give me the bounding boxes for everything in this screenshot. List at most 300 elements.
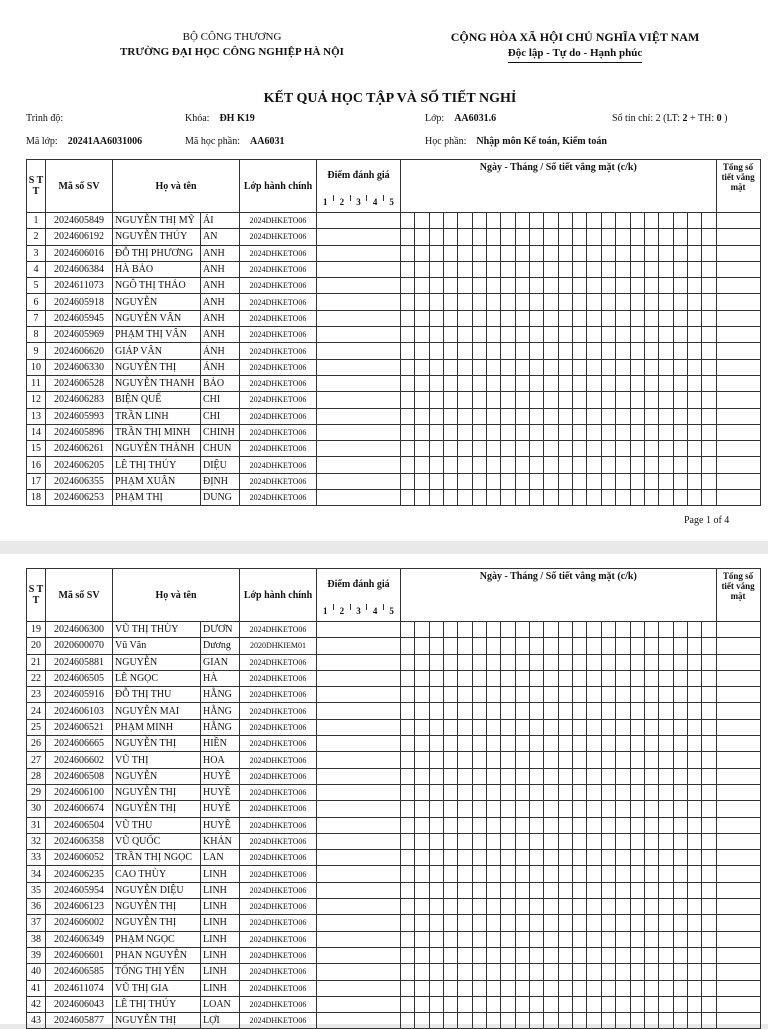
student-first-name: HÀ: [201, 670, 240, 686]
attendance-cell: [501, 931, 515, 947]
attendance-cell: [429, 490, 443, 506]
attendance-cell: [659, 392, 673, 408]
admin-class: 2024DHKETO06: [240, 1013, 317, 1029]
admin-class: 2024DHKETO06: [240, 622, 317, 638]
attendance-cell: [429, 899, 443, 915]
attendance-cell: [501, 424, 515, 440]
score-cell: [317, 980, 401, 996]
attendance-cell: [616, 801, 630, 817]
attendance-cell: [415, 327, 429, 343]
attendance-cell: [644, 622, 658, 638]
attendance-cell: [587, 980, 601, 996]
attendance-cell: [544, 375, 558, 391]
score-col-1: 1: [323, 606, 328, 616]
score-cell: [317, 931, 401, 947]
attendance-cell: [687, 882, 701, 898]
attendance-cell: [601, 408, 615, 424]
attendance-cell: [573, 882, 587, 898]
total-absence-cell: [716, 736, 760, 752]
attendance-cell: [530, 278, 544, 294]
attendance-cell: [644, 261, 658, 277]
attendance-cell: [487, 833, 501, 849]
attendance-cell: [659, 736, 673, 752]
score-col-4: 4: [372, 197, 378, 207]
attendance-cell: [501, 408, 515, 424]
student-id: 2024606349: [46, 931, 113, 947]
attendance-cell: [587, 719, 601, 735]
attendance-cell: [616, 278, 630, 294]
attendance-cell: [429, 424, 443, 440]
attendance-cell: [429, 654, 443, 670]
attendance-cell: [530, 261, 544, 277]
student-first-name: CHINH: [201, 424, 240, 440]
admin-class: 2024DHKETO06: [240, 687, 317, 703]
attendance-cell: [530, 817, 544, 833]
attendance-cell: [702, 213, 716, 229]
attendance-cell: [673, 310, 687, 326]
score-cell: [317, 473, 401, 489]
total-absence-cell: [716, 424, 760, 440]
attendance-cell: [444, 310, 458, 326]
attendance-cell: [429, 670, 443, 686]
attendance-cell: [472, 457, 486, 473]
attendance-cell: [429, 817, 443, 833]
cohort-label: Khóa:: [185, 113, 210, 124]
attendance-cell: [702, 866, 716, 882]
attendance-cell: [415, 408, 429, 424]
attendance-cell: [472, 392, 486, 408]
admin-class: 2024DHKETO06: [240, 784, 317, 800]
attendance-cell: [673, 654, 687, 670]
score-cell: [317, 441, 401, 457]
attendance-cell: [415, 278, 429, 294]
attendance-cell: [530, 327, 544, 343]
attendance-cell: [544, 670, 558, 686]
student-id: 2024606002: [46, 915, 113, 931]
attendance-cell: [630, 703, 644, 719]
attendance-cell: [687, 947, 701, 963]
attendance-cell: [687, 294, 701, 310]
attendance-cell: [501, 622, 515, 638]
attendance-cell: [644, 801, 658, 817]
attendance-cell: [487, 638, 501, 654]
attendance-cell: [530, 457, 544, 473]
attendance-cell: [472, 229, 486, 245]
total-absence-cell: [716, 931, 760, 947]
attendance-cell: [472, 784, 486, 800]
attendance-cell: [702, 638, 716, 654]
attendance-cell: [601, 278, 615, 294]
attendance-cell: [444, 768, 458, 784]
attendance-cell: [687, 752, 701, 768]
attendance-cell: [573, 866, 587, 882]
student-id: 2024606123: [46, 899, 113, 915]
attendance-cell: [472, 980, 486, 996]
attendance-cell: [501, 670, 515, 686]
attendance-cell: [515, 817, 529, 833]
attendance-cell: [472, 687, 486, 703]
attendance-cell: [573, 343, 587, 359]
attendance-cell: [515, 687, 529, 703]
attendance-cell: [601, 703, 615, 719]
attendance-cell: [458, 213, 472, 229]
table-row: [27, 964, 761, 980]
student-last-name: NGUYỄN THỊ: [113, 736, 201, 752]
attendance-cell: [587, 964, 601, 980]
attendance-cell: [702, 703, 716, 719]
student-id: 2024606103: [46, 703, 113, 719]
student-last-name: NGUYỄN THỊ: [113, 784, 201, 800]
attendance-cell: [458, 899, 472, 915]
attendance-cell: [673, 931, 687, 947]
attendance-cell: [702, 654, 716, 670]
attendance-cell: [458, 638, 472, 654]
attendance-cell: [530, 687, 544, 703]
attendance-cell: [616, 424, 630, 440]
attendance-cell: [687, 392, 701, 408]
attendance-cell: [458, 490, 472, 506]
attendance-cell: [458, 931, 472, 947]
attendance-cell: [601, 441, 615, 457]
score-cell: [317, 294, 401, 310]
attendance-cell: [544, 490, 558, 506]
attendance-cell: [601, 392, 615, 408]
student-id: 2024605877: [46, 1013, 113, 1029]
attendance-cell: [401, 457, 415, 473]
attendance-cell: [429, 473, 443, 489]
attendance-cell: [530, 1013, 544, 1029]
attendance-cell: [659, 359, 673, 375]
attendance-cell: [415, 784, 429, 800]
attendance-cell: [401, 801, 415, 817]
attendance-cell: [659, 687, 673, 703]
attendance-cell: [644, 1013, 658, 1029]
table-row: [27, 947, 761, 963]
score-cell: [317, 278, 401, 294]
attendance-cell: [415, 768, 429, 784]
attendance-cell: [458, 654, 472, 670]
course-name-label: Học phần:: [425, 136, 467, 147]
attendance-cell: [687, 736, 701, 752]
attendance-cell: [644, 687, 658, 703]
attendance-cell: [673, 278, 687, 294]
attendance-cell: [401, 833, 415, 849]
attendance-cell: [444, 229, 458, 245]
table-row: [27, 801, 761, 817]
student-first-name: ÁI: [201, 213, 240, 229]
student-id: 2020600070: [46, 638, 113, 654]
row-number: 10: [27, 359, 46, 375]
attendance-cell: [573, 375, 587, 391]
row-number: 17: [27, 473, 46, 489]
attendance-cell: [573, 441, 587, 457]
attendance-cell: [558, 392, 572, 408]
student-last-name: NGUYỄN THỊ: [113, 915, 201, 931]
score-cell: [317, 736, 401, 752]
attendance-cell: [616, 996, 630, 1012]
attendance-cell: [415, 375, 429, 391]
admin-class: 2024DHKETO06: [240, 359, 317, 375]
attendance-cell: [687, 622, 701, 638]
attendance-cell: [487, 392, 501, 408]
attendance-cell: [558, 441, 572, 457]
student-first-name: HẰNG: [201, 687, 240, 703]
attendance-cell: [630, 245, 644, 261]
attendance-cell: [573, 817, 587, 833]
attendance-cell: [644, 899, 658, 915]
table-row: [27, 980, 761, 996]
credits-field: [612, 113, 727, 124]
student-id: 2024606355: [46, 473, 113, 489]
attendance-cell: [544, 310, 558, 326]
attendance-cell: [601, 424, 615, 440]
attendance-cell: [501, 473, 515, 489]
attendance-cell: [630, 392, 644, 408]
attendance-cell: [673, 899, 687, 915]
student-id: 2024605881: [46, 654, 113, 670]
table-row: [27, 784, 761, 800]
score-header: [317, 160, 401, 213]
attendance-cell: [644, 996, 658, 1012]
attendance-cell: [573, 915, 587, 931]
attendance-cell: [444, 817, 458, 833]
student-first-name: ANH: [201, 261, 240, 277]
attendance-cell: [458, 703, 472, 719]
student-id: 2024611074: [46, 980, 113, 996]
page-number: Page 1 of 4: [684, 515, 730, 526]
attendance-cell: [558, 670, 572, 686]
score-cell: [317, 490, 401, 506]
attendance-cell: [415, 654, 429, 670]
attendance-cell: [587, 245, 601, 261]
row-number: 38: [27, 931, 46, 947]
attendance-cell: [472, 654, 486, 670]
attendance-cell: [616, 294, 630, 310]
attendance-cell: [673, 327, 687, 343]
attendance-cell: [515, 736, 529, 752]
row-number: 29: [27, 784, 46, 800]
attendance-cell: [601, 833, 615, 849]
score-col-4: 4: [372, 606, 378, 616]
attendance-cell: [659, 980, 673, 996]
attendance-cell: [587, 996, 601, 1012]
attendance-cell: [415, 229, 429, 245]
attendance-cell: [544, 638, 558, 654]
attendance-cell: [587, 638, 601, 654]
attendance-cell: [415, 931, 429, 947]
student-id: 2024606330: [46, 359, 113, 375]
attendance-cell: [501, 213, 515, 229]
student-id: 2024605969: [46, 327, 113, 343]
attendance-cell: [544, 915, 558, 931]
attendance-cell: [444, 931, 458, 947]
attendance-cell: [530, 882, 544, 898]
student-last-name: PHẠM NGỌC: [113, 931, 201, 947]
attendance-cell: [687, 408, 701, 424]
attendance-cell: [544, 622, 558, 638]
student-last-name: PHẠM XUÂN: [113, 473, 201, 489]
admin-class: 2024DHKETO06: [240, 424, 317, 440]
table-row: [27, 931, 761, 947]
attendance-cell: [644, 473, 658, 489]
attendance-cell: [515, 882, 529, 898]
attendance-cell: [687, 278, 701, 294]
attendance-cell: [530, 719, 544, 735]
attendance-cell: [401, 882, 415, 898]
attendance-cell: [644, 310, 658, 326]
attendance-cell: [515, 670, 529, 686]
attendance-cell: [530, 229, 544, 245]
attendance-cell: [501, 784, 515, 800]
attendance-cell: [401, 719, 415, 735]
attendance-cell: [515, 980, 529, 996]
attendance-cell: [458, 1013, 472, 1029]
attendance-cell: [429, 622, 443, 638]
student-first-name: HẰNG: [201, 719, 240, 735]
attendance-cell: [630, 310, 644, 326]
attendance-cell: [458, 817, 472, 833]
score-cell: [317, 408, 401, 424]
attendance-cell: [644, 457, 658, 473]
total-absence-cell: [716, 980, 760, 996]
table-row: [27, 768, 761, 784]
attendance-cell: [458, 768, 472, 784]
student-first-name: LINH: [201, 866, 240, 882]
attendance-cell: [687, 899, 701, 915]
attendance-cell: [558, 980, 572, 996]
attendance-cell: [630, 964, 644, 980]
total-absence-cell: [716, 899, 760, 915]
attendance-cell: [501, 801, 515, 817]
attendance-cell: [515, 408, 529, 424]
attendance-cell: [401, 294, 415, 310]
attendance-cell: [601, 866, 615, 882]
attendance-cell: [515, 490, 529, 506]
attendance-cell: [616, 1013, 630, 1029]
attendance-cell: [544, 424, 558, 440]
attendance-cell: [702, 996, 716, 1012]
attendance-cell: [644, 229, 658, 245]
attendance-cell: [587, 294, 601, 310]
total-absence-cell: [716, 1013, 760, 1029]
attendance-cell: [601, 261, 615, 277]
attendance-cell: [472, 424, 486, 440]
attendance-cell: [644, 392, 658, 408]
attendance-cell: [630, 866, 644, 882]
attendance-cell: [472, 703, 486, 719]
attendance-cell: [659, 245, 673, 261]
attendance-cell: [601, 1013, 615, 1029]
attendance-cell: [630, 931, 644, 947]
attendance-cell: [444, 278, 458, 294]
attendance-cell: [444, 490, 458, 506]
attendance-cell: [573, 752, 587, 768]
row-number: 18: [27, 490, 46, 506]
attendance-cell: [544, 343, 558, 359]
attendance-cell: [573, 229, 587, 245]
admin-class: 2024DHKETO06: [240, 392, 317, 408]
attendance-cell: [702, 768, 716, 784]
attendance-cell: [401, 654, 415, 670]
attendance-cell: [515, 213, 529, 229]
total-absence-cell: [716, 752, 760, 768]
attendance-cell: [702, 1013, 716, 1029]
student-first-name: DƯƠN: [201, 622, 240, 638]
attendance-cell: [415, 719, 429, 735]
admin-class: 2024DHKETO06: [240, 850, 317, 866]
admin-class: 2020DHKIEM01: [240, 638, 317, 654]
attendance-cell: [458, 245, 472, 261]
student-first-name: CHI: [201, 392, 240, 408]
attendance-cell: [429, 882, 443, 898]
attendance-cell: [401, 703, 415, 719]
student-last-name: NGUYỄN THÚY: [113, 229, 201, 245]
attendance-cell: [573, 996, 587, 1012]
attendance-cell: [630, 882, 644, 898]
attendance-cell: [415, 670, 429, 686]
attendance-cell: [659, 310, 673, 326]
attendance-cell: [687, 703, 701, 719]
score-cell: [317, 327, 401, 343]
score-cell: [317, 784, 401, 800]
attendance-cell: [429, 703, 443, 719]
attendance-cell: [444, 996, 458, 1012]
attendance-cell: [601, 622, 615, 638]
attendance-cell: [673, 850, 687, 866]
attendance-cell: [601, 375, 615, 391]
attendance-cell: [687, 327, 701, 343]
attendance-cell: [687, 670, 701, 686]
attendance-cell: [630, 817, 644, 833]
course-code-label: Mã học phần:: [185, 136, 240, 147]
student-id: 2024606283: [46, 392, 113, 408]
score-col-1: 1: [323, 197, 328, 207]
attendance-cell: [401, 670, 415, 686]
attendance-cell: [515, 229, 529, 245]
attendance-cell: [530, 375, 544, 391]
student-first-name: Dương: [201, 638, 240, 654]
admin-class: 2024DHKETO06: [240, 457, 317, 473]
attendance-cell: [702, 441, 716, 457]
attendance-cell: [472, 817, 486, 833]
attendance-cell: [644, 964, 658, 980]
attendance-cell: [644, 327, 658, 343]
attendance-cell: [573, 310, 587, 326]
row-number: 36: [27, 899, 46, 915]
attendance-cell: [644, 441, 658, 457]
student-last-name: VŨ THỊ THÙY: [113, 622, 201, 638]
student-id: 2024606300: [46, 622, 113, 638]
attendance-cell: [401, 687, 415, 703]
attendance-cell: [444, 899, 458, 915]
total-absence-cell: [716, 719, 760, 735]
attendance-cell: [429, 327, 443, 343]
attendance-cell: [458, 850, 472, 866]
student-id: 2024611073: [46, 278, 113, 294]
attendance-cell: [415, 964, 429, 980]
attendance-cell: [558, 784, 572, 800]
attendance-cell: [458, 622, 472, 638]
attendance-cell: [687, 915, 701, 931]
attendance-cell: [601, 654, 615, 670]
attendance-cell: [687, 229, 701, 245]
score-cell: [317, 245, 401, 261]
student-last-name: TRẦN THỊ MINH: [113, 424, 201, 440]
issuer-block: [108, 30, 356, 60]
admin-class: 2024DHKETO06: [240, 343, 317, 359]
attendance-cell: [659, 424, 673, 440]
student-last-name: NGUYỄN: [113, 768, 201, 784]
